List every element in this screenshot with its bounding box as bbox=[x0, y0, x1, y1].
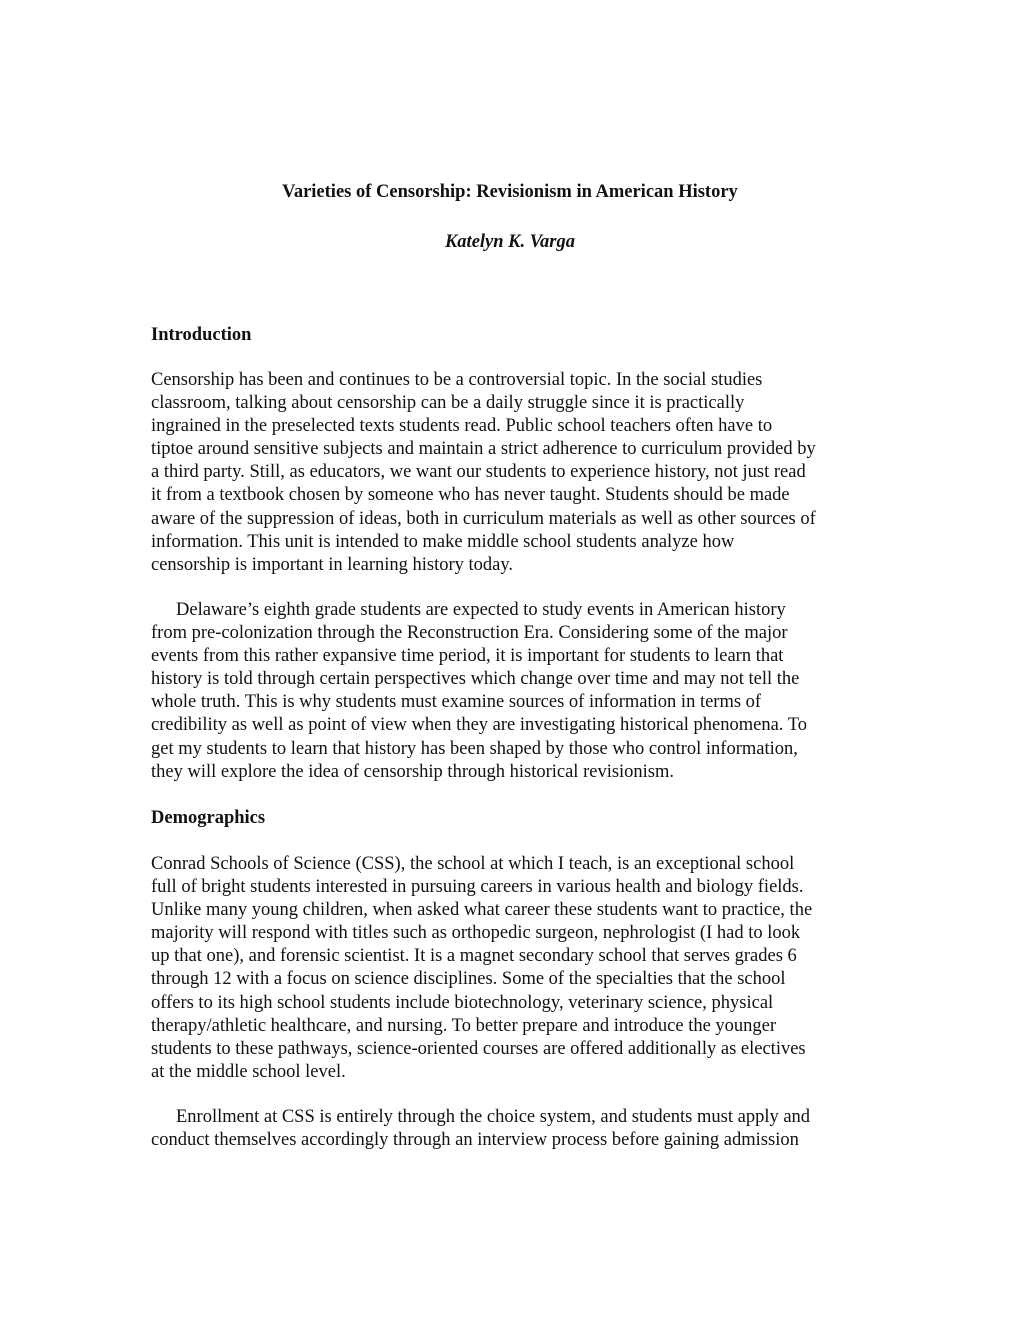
text-line: classroom, talking about censorship can be a daily struggle since it is practically bbox=[151, 393, 745, 414]
text-line: offers to its high school students include biotechnology, veterinary science, physical bbox=[151, 992, 774, 1013]
text-line: it from a textbook chosen by someone who has never taught. Students should be made bbox=[151, 485, 790, 506]
text-line: Delaware’s eighth grade students are expected to study events in American history bbox=[176, 600, 786, 620]
text-line: ingrained in the preselected texts students read. Public school teachers often have to bbox=[151, 416, 773, 437]
text-line: from pre-colonization through the Reconstruction Era. Considering some of the major bbox=[151, 623, 788, 644]
text-line: at the middle school level. bbox=[151, 1061, 346, 1082]
text-line: credibility as well as point of view when they are investigating historical phenomena. To bbox=[151, 715, 807, 736]
text-line: majority will respond with titles such as orthopedic surgeon, nephrologist (I had to look bbox=[151, 923, 801, 944]
text-line: therapy/athletic healthcare, and nursing. To better prepare and introduce the younger bbox=[151, 1015, 777, 1036]
text-line: censorship is important in learning history today. bbox=[151, 554, 514, 575]
text-line: aware of the suppression of ideas, both in curriculum materials as well as other sources of bbox=[151, 508, 816, 529]
section-heading-demographics: Demographics bbox=[151, 808, 266, 828]
text-line: Enrollment at CSS is entirely through the choice system, and students must apply and bbox=[176, 1107, 811, 1127]
text-line: they will explore the idea of censorship through historical revisionism. bbox=[151, 761, 675, 782]
text-line: information. This unit is intended to make middle school students analyze how bbox=[151, 531, 735, 552]
text-line: up that one), and forensic scientist. It is a magnet secondary school that serves grades 6 bbox=[151, 946, 797, 967]
document-author: Katelyn K. Varga bbox=[444, 232, 576, 252]
text-line: a third party. Still, as educators, we want our students to experience history, not just read bbox=[151, 462, 806, 483]
text-line: history is told through certain perspectives which change over time and may not tell the bbox=[151, 669, 800, 690]
demographics-paragraph-2 bbox=[151, 1106, 881, 1152]
text-line: students to these pathways, science-oriented courses are offered additionally as electives bbox=[151, 1038, 806, 1059]
introduction-paragraph-1 bbox=[151, 369, 881, 577]
text-line: Unlike many young children, when asked what career these students want to practice, the bbox=[151, 900, 813, 921]
text-line: conduct themselves accordingly through an interview process before gaining admission bbox=[151, 1130, 799, 1151]
section-heading-introduction: Introduction bbox=[151, 325, 252, 345]
document-title: Varieties of Censorship: Revisionism in American History bbox=[282, 182, 738, 202]
text-line: tiptoe around sensitive subjects and maintain a strict adherence to curriculum provided by bbox=[151, 439, 816, 460]
text-line: full of bright students interested in pursuing careers in various health and biology fields. bbox=[151, 877, 804, 898]
text-line: Conrad Schools of Science (CSS), the school at which I teach, is an exceptional school bbox=[151, 854, 795, 874]
text-line: get my students to learn that history has been shaped by those who control information, bbox=[151, 738, 798, 759]
introduction-paragraph-2 bbox=[151, 599, 881, 784]
demographics-paragraph-1 bbox=[151, 853, 881, 1084]
text-line: whole truth. This is why students must examine sources of information in terms of bbox=[151, 692, 762, 713]
text-line: Censorship has been and continues to be a controversial topic. In the social studies bbox=[151, 370, 763, 390]
text-line: events from this rather expansive time period, it is important for students to learn that bbox=[151, 646, 784, 667]
text-line: through 12 with a focus on science disciplines. Some of the specialties that the school bbox=[151, 969, 786, 990]
